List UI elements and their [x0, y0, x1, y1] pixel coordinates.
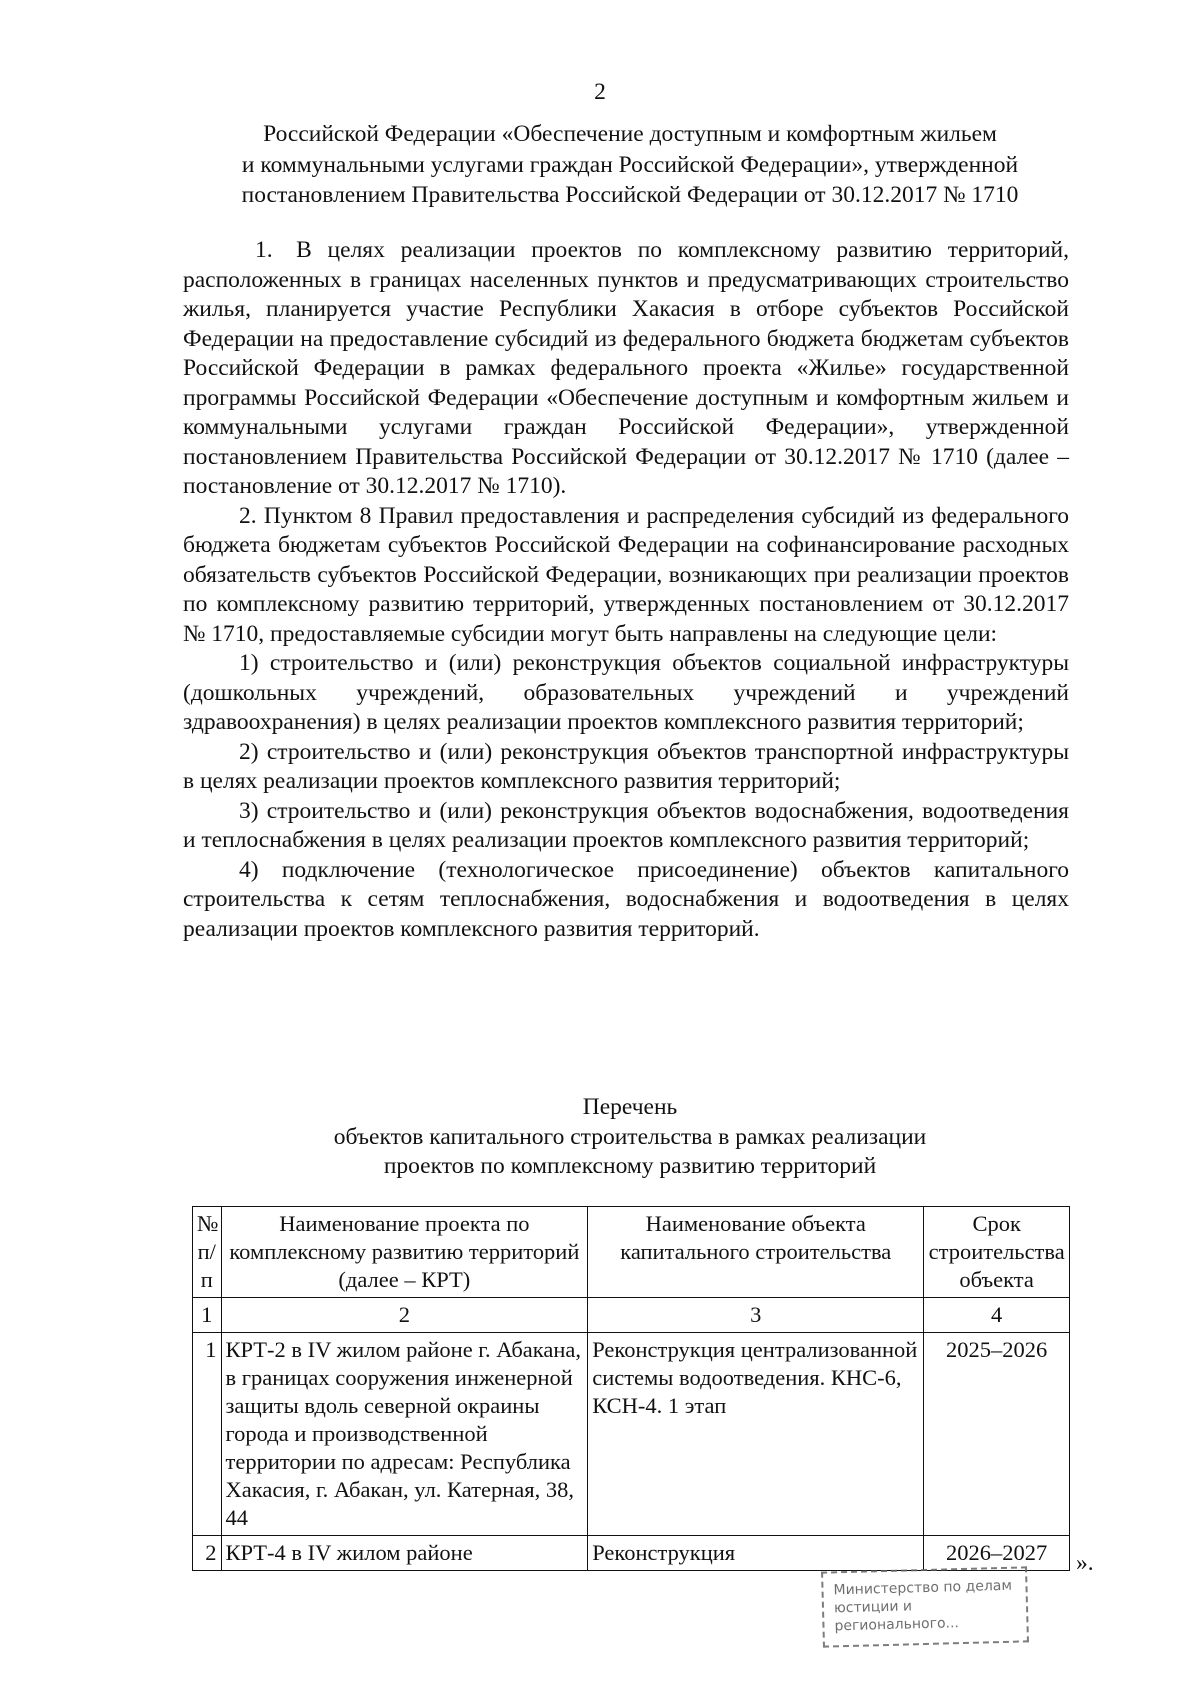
row-object: Реконструкция — [588, 1536, 924, 1571]
list-item-2: 2) строительство и (или) реконструкция объектов транспортной инфраструктуры в целях реализации проектов комплексного развития территорий; — [183, 738, 1069, 794]
paragraph-2: 2. Пунктом 8 Правил предоставления и распределения субсидий из федерального бюджета бюджетам субъектов Российской Федерации на софинансирование расходных обязательств субъектов Российской Федерации, возникающих при реализации проектов по комплексному развитию территорий, утвержденных постановлением от 30.12.2017 № 1710, предоставляемые субсидии могут быть направлены на следующие цели: — [183, 502, 1069, 647]
registration-stamp: Министерство по делам юстиции и регионального... — [821, 1566, 1029, 1647]
column-number: 4 — [924, 1298, 1070, 1333]
paragraph-1: 1. В целях реализации проектов по комплексному развитию территорий, расположенных в границах населенных пунктов и предусматривающих строительство жилья, планируется участие Республики Хакасия в отборе субъектов Российской Федерации на предоставление субсидий из федерального бюджета бюджетам субъектов Российской Федерации в рамках федерального проекта «Жилье» государственной программы Российской Федерации «Обеспечение доступным и комфортным жильем и коммунальными услугами граждан Российской Федерации», утвержденной постановлением Правительства Российской Федерации от 30.12.2017 № 1710 (далее – постановление от 30.12.2017 № 1710). — [183, 237, 1069, 499]
table-row — [193, 1536, 1070, 1571]
header-object: Наименование объекта капитального строительства — [588, 1207, 924, 1298]
row-project: КРТ-2 в IV жилом районе г. Абакана, в границах сооружения инженерной защиты вдоль северной окраины города и производственной территории по адресам: Республика Хакасия, г. Абакан, ул. Катерная, 38, 44 — [221, 1333, 588, 1536]
table-column-number-row — [193, 1298, 1070, 1333]
column-number: 2 — [221, 1298, 588, 1333]
list-item-1: 1) строительство и (или) реконструкция объектов социальной инфраструктуры (дошкольных учреждений, образовательных учреждений и учреждений здравоохранения) в целях реализации проектов комплексного развития территорий; — [183, 650, 1069, 735]
heading-line: постановлением Правительства Российской Федерации от 30.12.2017 № 1710 — [241, 182, 1019, 208]
column-number: 1 — [193, 1298, 222, 1333]
header-term: Срок строительства объекта — [924, 1207, 1070, 1298]
list-title-line: объектов капитального строительства в рамках реализации — [333, 1123, 927, 1150]
page-number: 2 — [594, 79, 606, 105]
row-term: 2026–2027 — [924, 1536, 1070, 1571]
table-header-row — [193, 1207, 1070, 1298]
objects-table — [192, 1206, 1070, 1571]
body-text — [183, 236, 1069, 944]
list-item-4: 4) подключение (технологическое присоединение) объектов капитального строительства к сетям теплоснабжения, водоснабжения и водоотведения в целях реализации проектов комплексного развития территорий. — [183, 856, 1069, 942]
header-num: № п/п — [193, 1207, 222, 1298]
row-num: 2 — [193, 1536, 222, 1571]
list-title-line: Перечень — [582, 1094, 678, 1120]
header-project: Наименование проекта по комплексному развитию территорий (далее – КРТ) — [221, 1207, 588, 1298]
list-item-3: 3) строительство и (или) реконструкция объектов водоснабжения, водоотведения и теплоснабжения в целях реализации проектов комплексного развития территорий; — [183, 797, 1069, 853]
list-title-line: проектов по комплексному развитию территорий — [383, 1153, 877, 1179]
row-num: 1 — [193, 1333, 222, 1536]
row-project: КРТ-4 в IV жилом районе — [221, 1536, 588, 1571]
column-number: 3 — [588, 1298, 924, 1333]
list-title — [190, 1093, 1070, 1182]
closing-quote: ». — [1076, 1550, 1094, 1576]
table-row — [193, 1333, 1070, 1536]
heading-block — [190, 119, 1070, 211]
row-term: 2025–2026 — [924, 1333, 1070, 1536]
row-object: Реконструкция централизованной системы водоотведения. КНС-6, КСН-4. 1 этап — [588, 1333, 924, 1536]
heading-line: и коммунальными услугами граждан Российской Федерации», утвержденной — [241, 151, 1019, 178]
heading-line: Российской Федерации «Обеспечение доступным и комфортным жильем — [263, 121, 997, 147]
